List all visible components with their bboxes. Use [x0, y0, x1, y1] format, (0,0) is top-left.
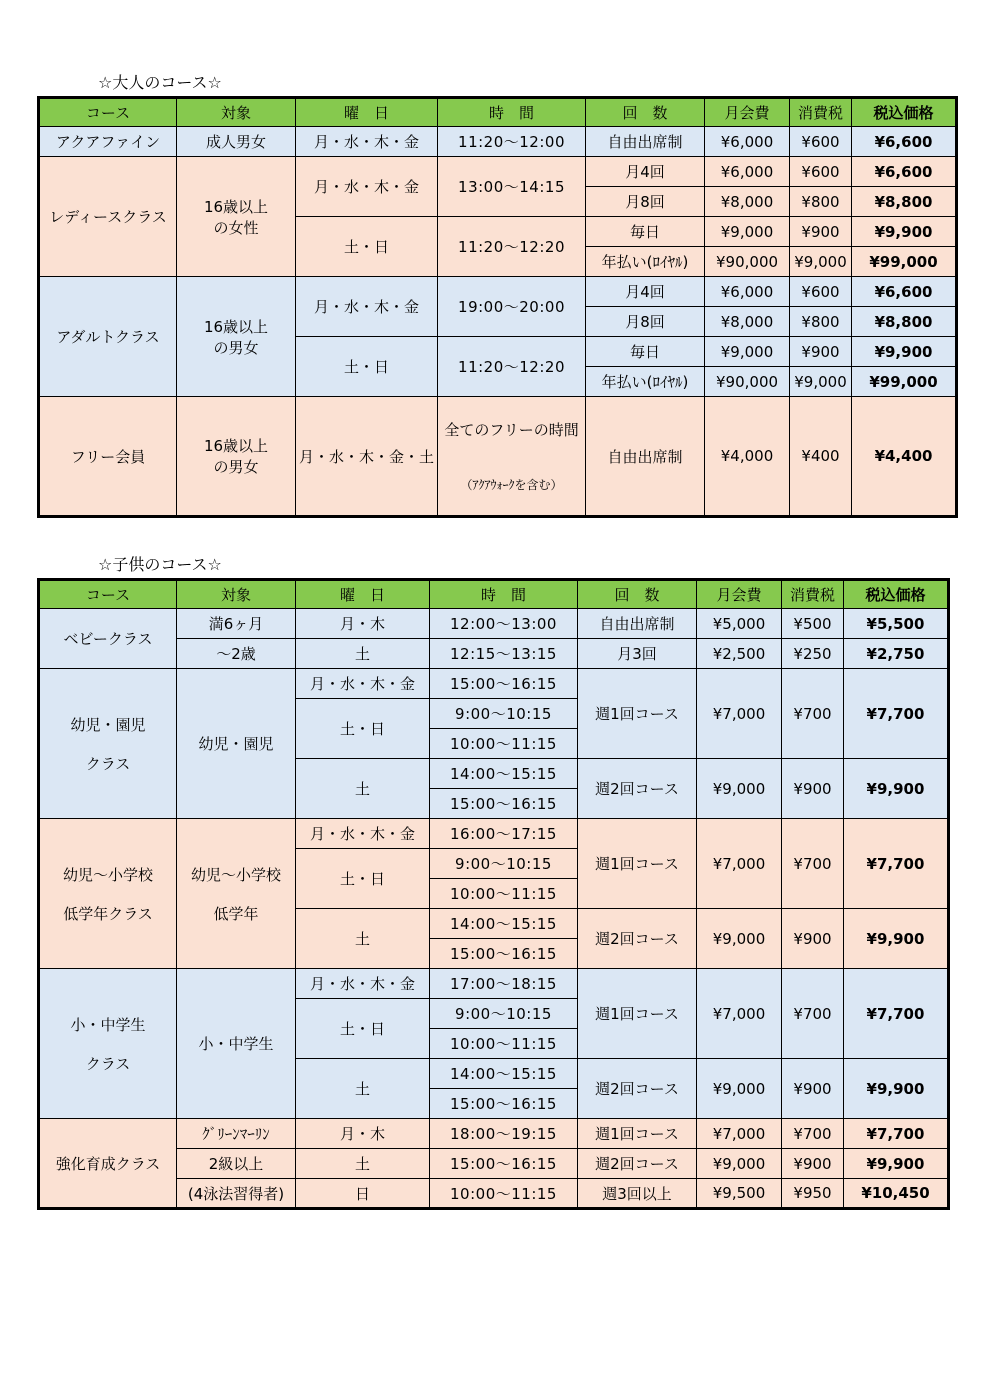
course-name: ベビークラス — [39, 609, 177, 669]
course-name: フリー会員 — [39, 397, 177, 517]
table-row — [39, 969, 949, 999]
days: 月・水・木・金 — [296, 819, 430, 849]
count: 自由出席制 — [586, 397, 705, 517]
days: 月・水・木・金 — [296, 277, 438, 337]
target-line: 16歳以上 — [203, 317, 269, 336]
time-note: （ｱｸｱｳｫｰｸを含む） — [460, 478, 563, 492]
target: (4泳法習得者) — [177, 1179, 296, 1209]
count: 月4回 — [586, 157, 705, 187]
header-time: 時 間 — [438, 98, 586, 127]
count: 週1回コース — [578, 819, 697, 909]
tax: ¥900 — [790, 217, 852, 247]
time: 11:20〜12:00 — [438, 127, 586, 157]
time: 19:00〜20:00 — [438, 277, 586, 337]
tax: ¥700 — [782, 669, 844, 759]
time: 12:15〜13:15 — [430, 639, 578, 669]
price: ¥7,700 — [844, 819, 949, 909]
time-line: 全てのフリーの時間 — [444, 421, 579, 439]
count: 週1回コース — [578, 669, 697, 759]
target — [177, 819, 296, 969]
target-line: 16歳以上 — [203, 437, 269, 455]
monthly-fee: ¥7,000 — [697, 819, 782, 909]
time: 9:00〜10:15 — [430, 849, 578, 879]
course-line: 小・中学生 — [70, 1015, 146, 1034]
monthly-fee: ¥9,000 — [697, 759, 782, 819]
days: 月・水・木・金 — [296, 669, 430, 699]
time: 10:00〜11:15 — [430, 729, 578, 759]
kids-section-title: ☆子供のコース☆ — [98, 555, 222, 574]
tax: ¥700 — [782, 969, 844, 1059]
time: 10:00〜11:15 — [430, 1179, 578, 1209]
price: ¥9,900 — [844, 909, 949, 969]
table-row — [39, 397, 957, 517]
tax: ¥700 — [782, 819, 844, 909]
price: ¥5,500 — [844, 609, 949, 639]
count: 週1回コース — [578, 969, 697, 1059]
target-line: 幼児〜小学校 — [190, 865, 281, 884]
days: 月・水・木・金 — [296, 157, 438, 217]
count: 年払い(ﾛｲﾔﾙ) — [586, 247, 705, 277]
header-days: 曜 日 — [296, 98, 438, 127]
table-row — [39, 819, 949, 849]
time: 10:00〜11:15 — [430, 1029, 578, 1059]
days: 土 — [296, 1059, 430, 1119]
monthly-fee: ¥2,500 — [697, 639, 782, 669]
time: 15:00〜16:15 — [430, 939, 578, 969]
target: 〜2歳 — [177, 639, 296, 669]
time: 14:00〜15:15 — [430, 909, 578, 939]
time: 15:00〜16:15 — [430, 789, 578, 819]
target — [177, 397, 296, 517]
header-fee: 月会費 — [697, 580, 782, 609]
count: 月3回 — [578, 639, 697, 669]
monthly-fee: ¥6,000 — [705, 277, 790, 307]
monthly-fee: ¥4,000 — [705, 397, 790, 517]
price: ¥7,700 — [844, 969, 949, 1059]
header-row — [39, 580, 949, 609]
count: 自由出席制 — [586, 127, 705, 157]
price: ¥9,900 — [852, 217, 957, 247]
monthly-fee: ¥90,000 — [705, 367, 790, 397]
count: 週2回コース — [578, 759, 697, 819]
header-tax: 消費税 — [790, 98, 852, 127]
count: 月8回 — [586, 307, 705, 337]
count: 週2回コース — [578, 1149, 697, 1179]
course-name — [39, 969, 177, 1119]
table-row — [39, 609, 949, 639]
time: 14:00〜15:15 — [430, 759, 578, 789]
monthly-fee: ¥5,000 — [697, 609, 782, 639]
monthly-fee: ¥7,000 — [697, 669, 782, 759]
table-row — [39, 277, 957, 307]
course-line: 低学年クラス — [63, 904, 153, 923]
time: 15:00〜16:15 — [430, 1149, 578, 1179]
days: 土・日 — [296, 849, 430, 909]
days: 土・日 — [296, 337, 438, 397]
days: 土・日 — [296, 699, 430, 759]
time: 11:20〜12:20 — [438, 337, 586, 397]
price: ¥9,900 — [844, 1149, 949, 1179]
days: 月・木 — [296, 609, 430, 639]
tax: ¥900 — [782, 1059, 844, 1119]
price: ¥8,800 — [852, 187, 957, 217]
header-course: コース — [39, 580, 177, 609]
tax: ¥600 — [790, 127, 852, 157]
time — [438, 397, 586, 517]
target-line: 低学年 — [213, 904, 259, 923]
time: 10:00〜11:15 — [430, 879, 578, 909]
price: ¥6,600 — [852, 157, 957, 187]
tax: ¥600 — [790, 277, 852, 307]
days: 日 — [296, 1179, 430, 1209]
header-fee: 月会費 — [705, 98, 790, 127]
price: ¥9,900 — [844, 759, 949, 819]
price: ¥6,600 — [852, 277, 957, 307]
time: 18:00〜19:15 — [430, 1119, 578, 1149]
price: ¥10,450 — [844, 1179, 949, 1209]
course-name: アクアファイン — [39, 127, 177, 157]
course-line: 幼児・園児 — [70, 715, 146, 734]
header-course: コース — [39, 98, 177, 127]
monthly-fee: ¥90,000 — [705, 247, 790, 277]
days: 土 — [296, 759, 430, 819]
tax: ¥9,000 — [790, 367, 852, 397]
tax: ¥9,000 — [790, 247, 852, 277]
target: 満6ヶ月 — [177, 609, 296, 639]
header-target: 対象 — [177, 580, 296, 609]
header-days: 曜 日 — [296, 580, 430, 609]
price: ¥8,800 — [852, 307, 957, 337]
target: 成人男女 — [177, 127, 296, 157]
monthly-fee: ¥9,000 — [697, 1059, 782, 1119]
target: 幼児・園児 — [177, 669, 296, 819]
target-line: の女性 — [213, 218, 259, 237]
count: 自由出席制 — [578, 609, 697, 639]
tax: ¥500 — [782, 609, 844, 639]
days: 土 — [296, 639, 430, 669]
price: ¥7,700 — [844, 669, 949, 759]
target-line: の男女 — [213, 458, 259, 476]
target-line: 16歳以上 — [203, 197, 269, 216]
target — [177, 277, 296, 397]
monthly-fee: ¥9,000 — [705, 217, 790, 247]
header-time: 時 間 — [430, 580, 578, 609]
price: ¥6,600 — [852, 127, 957, 157]
monthly-fee: ¥9,000 — [705, 337, 790, 367]
course-line: クラス — [85, 754, 131, 773]
price: ¥2,750 — [844, 639, 949, 669]
time: 15:00〜16:15 — [430, 669, 578, 699]
header-count: 回 数 — [578, 580, 697, 609]
tax: ¥800 — [790, 307, 852, 337]
adult-section-title: ☆大人のコース☆ — [98, 73, 222, 92]
table-row — [39, 669, 949, 699]
time: 16:00〜17:15 — [430, 819, 578, 849]
days: 月・水・木・金・土 — [296, 397, 438, 517]
tax: ¥600 — [790, 157, 852, 187]
adult-course-table — [37, 96, 958, 518]
target-line: の男女 — [213, 338, 259, 357]
target: 小・中学生 — [177, 969, 296, 1119]
course-name — [39, 669, 177, 819]
monthly-fee: ¥9,000 — [697, 909, 782, 969]
tax: ¥400 — [790, 397, 852, 517]
course-name — [39, 819, 177, 969]
time: 9:00〜10:15 — [430, 999, 578, 1029]
time: 11:20〜12:20 — [438, 217, 586, 277]
monthly-fee: ¥7,000 — [697, 969, 782, 1059]
time: 14:00〜15:15 — [430, 1059, 578, 1089]
tax: ¥900 — [782, 1149, 844, 1179]
count: 週2回コース — [578, 1059, 697, 1119]
tax: ¥900 — [782, 759, 844, 819]
time: 12:00〜13:00 — [430, 609, 578, 639]
tax: ¥800 — [790, 187, 852, 217]
price: ¥9,900 — [844, 1059, 949, 1119]
header-price: 税込価格 — [844, 580, 949, 609]
table-row — [39, 127, 957, 157]
target: 2級以上 — [177, 1149, 296, 1179]
header-count: 回 数 — [586, 98, 705, 127]
days: 月・水・木・金 — [296, 969, 430, 999]
tax: ¥900 — [790, 337, 852, 367]
count: 毎日 — [586, 217, 705, 247]
header-row — [39, 98, 957, 127]
course-name: レディースクラス — [39, 157, 177, 277]
time: 13:00〜14:15 — [438, 157, 586, 217]
tax: ¥250 — [782, 639, 844, 669]
count: 毎日 — [586, 337, 705, 367]
monthly-fee: ¥9,500 — [697, 1179, 782, 1209]
monthly-fee: ¥8,000 — [705, 187, 790, 217]
target: ｸﾞﾘｰﾝﾏｰﾘﾝ — [177, 1119, 296, 1149]
count: 年払い(ﾛｲﾔﾙ) — [586, 367, 705, 397]
monthly-fee: ¥6,000 — [705, 127, 790, 157]
price: ¥99,000 — [852, 247, 957, 277]
days: 土・日 — [296, 217, 438, 277]
price: ¥99,000 — [852, 367, 957, 397]
days: 月・水・木・金 — [296, 127, 438, 157]
days: 土 — [296, 1149, 430, 1179]
count: 月4回 — [586, 277, 705, 307]
course-line: 幼児〜小学校 — [62, 865, 153, 884]
price: ¥4,400 — [852, 397, 957, 517]
time: 9:00〜10:15 — [430, 699, 578, 729]
table-row — [39, 1119, 949, 1149]
monthly-fee: ¥8,000 — [705, 307, 790, 337]
days: 土・日 — [296, 999, 430, 1059]
kids-course-table — [37, 578, 950, 1210]
count: 週2回コース — [578, 909, 697, 969]
days: 土 — [296, 909, 430, 969]
time: 17:00〜18:15 — [430, 969, 578, 999]
target — [177, 157, 296, 277]
header-target: 対象 — [177, 98, 296, 127]
course-name: アダルトクラス — [39, 277, 177, 397]
course-name: 強化育成クラス — [39, 1119, 177, 1209]
price: ¥7,700 — [844, 1119, 949, 1149]
header-price: 税込価格 — [852, 98, 957, 127]
count: 週1回コース — [578, 1119, 697, 1149]
table-row — [39, 157, 957, 187]
price: ¥9,900 — [852, 337, 957, 367]
monthly-fee: ¥9,000 — [697, 1149, 782, 1179]
tax: ¥950 — [782, 1179, 844, 1209]
days: 月・木 — [296, 1119, 430, 1149]
count: 週3回以上 — [578, 1179, 697, 1209]
header-tax: 消費税 — [782, 580, 844, 609]
tax: ¥700 — [782, 1119, 844, 1149]
tax: ¥900 — [782, 909, 844, 969]
time: 15:00〜16:15 — [430, 1089, 578, 1119]
monthly-fee: ¥7,000 — [697, 1119, 782, 1149]
count: 月8回 — [586, 187, 705, 217]
course-line: クラス — [85, 1054, 131, 1073]
monthly-fee: ¥6,000 — [705, 157, 790, 187]
